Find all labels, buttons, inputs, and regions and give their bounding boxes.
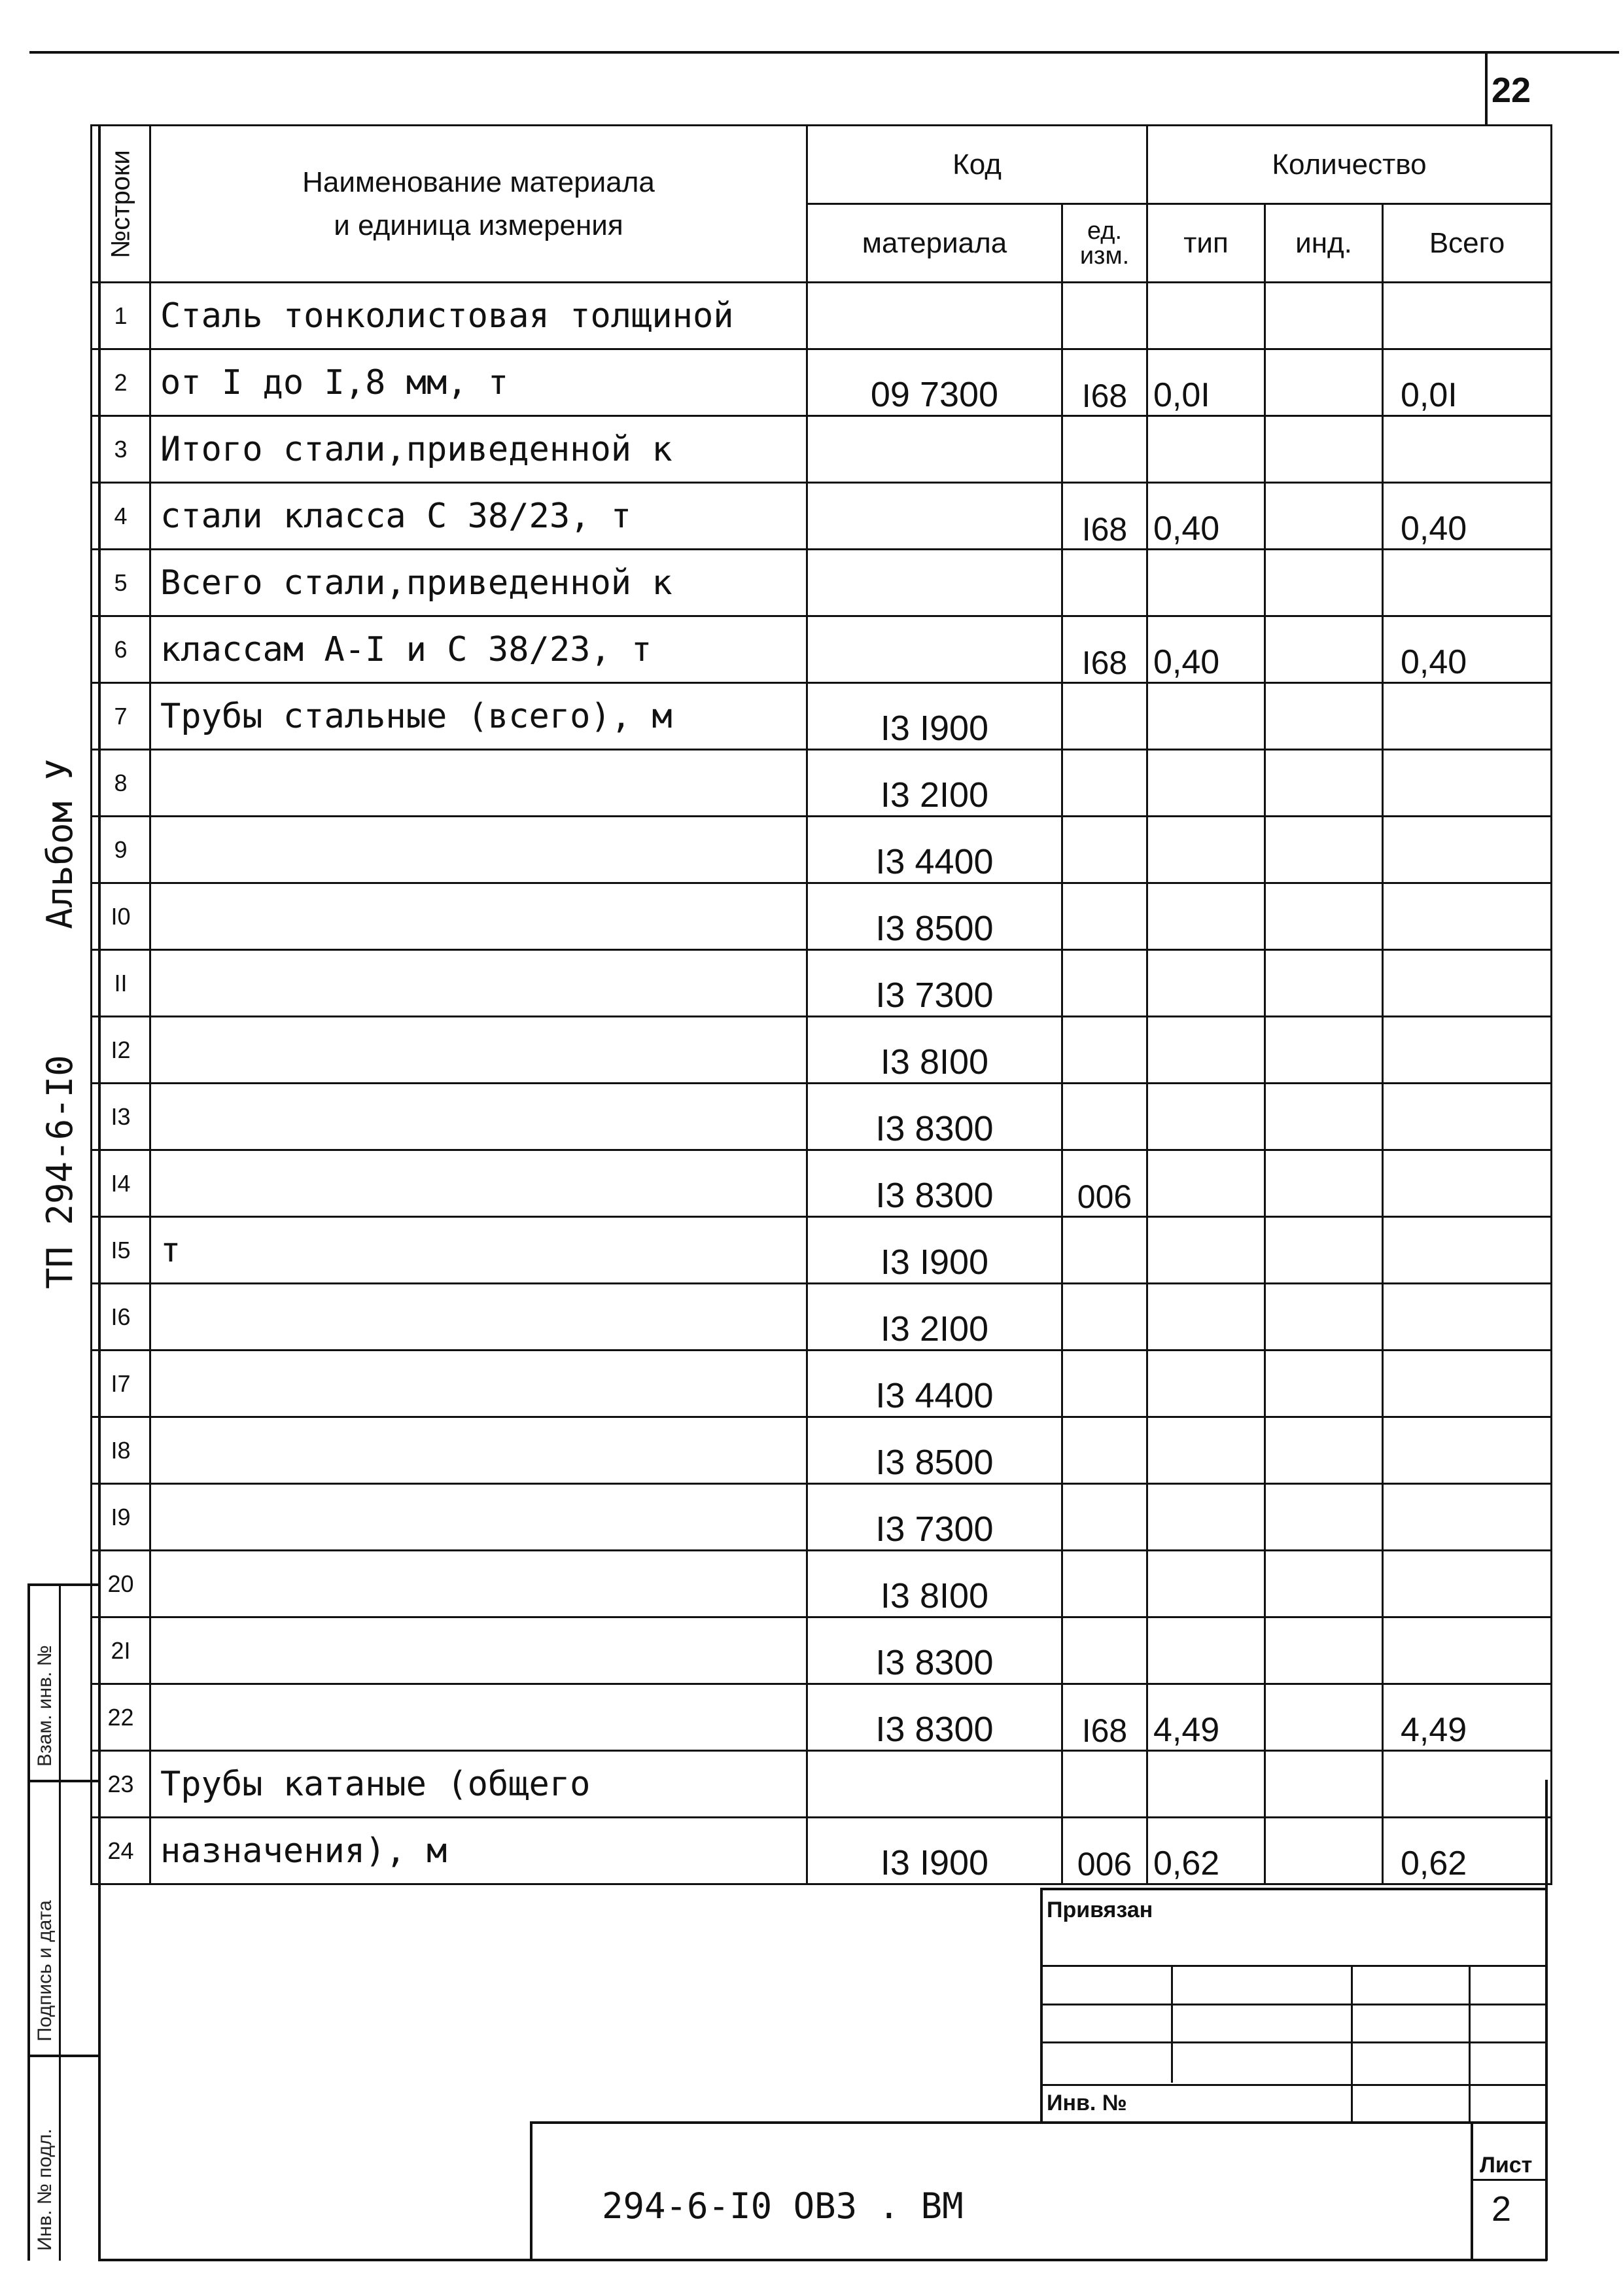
row-number-cell: I8 bbox=[92, 1417, 150, 1484]
table-row bbox=[92, 750, 1552, 817]
qty-type-cell bbox=[1147, 1150, 1265, 1217]
table-row bbox=[92, 349, 1552, 416]
qty-ind-cell bbox=[1265, 283, 1383, 349]
table-row bbox=[92, 1684, 1552, 1751]
material-code-cell bbox=[807, 550, 1062, 616]
qty-type-cell bbox=[1147, 817, 1265, 883]
unit-code-cell bbox=[1062, 1417, 1147, 1484]
material-code-cell: I3 I900 bbox=[807, 1217, 1062, 1284]
table-body bbox=[92, 283, 1552, 1884]
qty-total-cell bbox=[1383, 1417, 1552, 1484]
row-number-cell: 20 bbox=[92, 1551, 150, 1617]
qty-total-cell bbox=[1383, 1751, 1552, 1818]
table-row bbox=[92, 1084, 1552, 1150]
material-name-cell bbox=[150, 1284, 807, 1351]
qty-ind-cell bbox=[1265, 817, 1383, 883]
qty-total-cell bbox=[1383, 1284, 1552, 1351]
qty-ind-cell bbox=[1265, 1617, 1383, 1684]
unit-code-cell bbox=[1062, 283, 1147, 349]
qty-ind-cell bbox=[1265, 1751, 1383, 1818]
material-code-cell: I3 2I00 bbox=[807, 1284, 1062, 1351]
material-code-cell bbox=[807, 416, 1062, 483]
table-row bbox=[92, 1017, 1552, 1084]
qty-ind-cell bbox=[1265, 1551, 1383, 1617]
table-row bbox=[92, 883, 1552, 950]
unit-code-cell: 006 bbox=[1062, 1818, 1147, 1884]
qty-ind-cell bbox=[1265, 1150, 1383, 1217]
qty-ind-cell bbox=[1265, 683, 1383, 750]
row-number-cell: I9 bbox=[92, 1484, 150, 1551]
row-number-cell: I3 bbox=[92, 1084, 150, 1150]
qty-total-cell bbox=[1383, 1351, 1552, 1417]
title-block-line bbox=[530, 2121, 1547, 2124]
qty-type-cell bbox=[1147, 883, 1265, 950]
unit-code-cell: I68 bbox=[1062, 483, 1147, 550]
title-block-line bbox=[530, 2121, 532, 2260]
qty-total-cell: 0,40 bbox=[1383, 616, 1552, 683]
row-number-cell: 7 bbox=[92, 683, 150, 750]
qty-type-cell: 0,62 bbox=[1147, 1818, 1265, 1884]
margin-stamp-frame bbox=[59, 1583, 61, 2261]
page-number: 22 bbox=[1491, 70, 1531, 110]
qty-total-cell: 0,40 bbox=[1383, 483, 1552, 550]
material-name-cell: Итого стали,приведенной к bbox=[150, 416, 807, 483]
material-name-cell bbox=[150, 1150, 807, 1217]
qty-total-cell bbox=[1383, 1617, 1552, 1684]
qty-type-cell bbox=[1147, 1484, 1265, 1551]
title-block-line bbox=[1040, 1888, 1547, 1890]
table-row bbox=[92, 1284, 1552, 1351]
material-name-cell: Всего стали,приведенной к bbox=[150, 550, 807, 616]
title-block-line bbox=[1171, 1965, 1173, 2083]
material-name-cell bbox=[150, 1351, 807, 1417]
material-name-cell: от I до I,8 мм, т bbox=[150, 349, 807, 416]
table-row bbox=[92, 1751, 1552, 1818]
qty-type-cell bbox=[1147, 1617, 1265, 1684]
album-label: Альбом У bbox=[39, 758, 80, 929]
material-name-cell: классам А-I и С 38/23, т bbox=[150, 616, 807, 683]
qty-total-cell bbox=[1383, 883, 1552, 950]
unit-code-cell bbox=[1062, 550, 1147, 616]
material-code-cell: I3 7300 bbox=[807, 950, 1062, 1017]
qty-type-cell bbox=[1147, 416, 1265, 483]
row-number-cell: 5 bbox=[92, 550, 150, 616]
qty-ind-cell bbox=[1265, 1217, 1383, 1284]
qty-type-cell: 0,40 bbox=[1147, 616, 1265, 683]
header-row-number: №строки bbox=[92, 126, 150, 283]
table-row bbox=[92, 550, 1552, 616]
qty-type-cell bbox=[1147, 1351, 1265, 1417]
material-name-cell bbox=[150, 1017, 807, 1084]
table-row bbox=[92, 1617, 1552, 1684]
inventory-label: Инв. № bbox=[1047, 2091, 1127, 2115]
material-code-cell: I3 8500 bbox=[807, 1417, 1062, 1484]
table-row bbox=[92, 416, 1552, 483]
title-block-line bbox=[1040, 1965, 1547, 1967]
margin-stamp-frame bbox=[27, 2055, 99, 2057]
row-number-cell: I6 bbox=[92, 1284, 150, 1351]
qty-type-cell bbox=[1147, 1284, 1265, 1351]
qty-ind-cell bbox=[1265, 1351, 1383, 1417]
header-material-code: материала bbox=[807, 204, 1062, 283]
qty-ind-cell bbox=[1265, 1417, 1383, 1484]
qty-type-cell bbox=[1147, 283, 1265, 349]
qty-total-cell: 0,62 bbox=[1383, 1818, 1552, 1884]
header-name: Наименование материала и единица измерения bbox=[150, 126, 807, 283]
row-number-cell: 23 bbox=[92, 1751, 150, 1818]
material-name-cell bbox=[150, 817, 807, 883]
row-number-cell: 9 bbox=[92, 817, 150, 883]
linked-label: Привязан bbox=[1047, 1898, 1153, 1922]
material-name-cell bbox=[150, 1084, 807, 1150]
unit-code-cell bbox=[1062, 750, 1147, 817]
frame-bottom bbox=[98, 2259, 1547, 2261]
qty-total-cell: 0,0I bbox=[1383, 349, 1552, 416]
material-name-cell bbox=[150, 883, 807, 950]
stamp-signature-date: Подпись и дата bbox=[34, 1900, 56, 2041]
unit-code-cell: I68 bbox=[1062, 1684, 1147, 1751]
qty-total-cell bbox=[1383, 950, 1552, 1017]
table-row bbox=[92, 1351, 1552, 1417]
qty-total-cell bbox=[1383, 1150, 1552, 1217]
qty-ind-cell bbox=[1265, 349, 1383, 416]
document-code: 294-6-I0 ОВ3 . ВМ bbox=[602, 2185, 964, 2227]
top-rule bbox=[29, 51, 1619, 54]
unit-code-cell bbox=[1062, 1751, 1147, 1818]
frame-left bbox=[98, 124, 101, 2261]
qty-total-cell bbox=[1383, 1484, 1552, 1551]
qty-type-cell bbox=[1147, 750, 1265, 817]
title-block-line bbox=[1040, 2004, 1547, 2005]
material-code-cell: I3 I900 bbox=[807, 683, 1062, 750]
qty-ind-cell bbox=[1265, 1084, 1383, 1150]
header-quantity-group: Количество bbox=[1147, 126, 1552, 204]
qty-total-cell bbox=[1383, 416, 1552, 483]
material-name-cell: Сталь тонколистовая толщиной bbox=[150, 283, 807, 349]
stamp-replace-inv: Взам. инв. № bbox=[34, 1645, 56, 1767]
frame-right bbox=[1545, 1780, 1548, 2261]
title-block-line bbox=[1040, 2084, 1547, 2086]
header-code-group: Код bbox=[807, 126, 1147, 204]
table-row bbox=[92, 683, 1552, 750]
qty-ind-cell bbox=[1265, 550, 1383, 616]
qty-total-cell bbox=[1383, 750, 1552, 817]
table-row bbox=[92, 1150, 1552, 1217]
qty-total-cell bbox=[1383, 1084, 1552, 1150]
material-code-cell: I3 8I00 bbox=[807, 1017, 1062, 1084]
qty-type-cell: 0,0I bbox=[1147, 349, 1265, 416]
title-block-line bbox=[1471, 2179, 1547, 2181]
material-code-cell: I3 8500 bbox=[807, 883, 1062, 950]
material-code-cell: I3 4400 bbox=[807, 817, 1062, 883]
qty-type-cell: 4,49 bbox=[1147, 1684, 1265, 1751]
qty-ind-cell bbox=[1265, 483, 1383, 550]
unit-code-cell: I68 bbox=[1062, 349, 1147, 416]
qty-type-cell bbox=[1147, 1017, 1265, 1084]
table-row bbox=[92, 483, 1552, 550]
qty-ind-cell bbox=[1265, 1017, 1383, 1084]
unit-code-cell bbox=[1062, 416, 1147, 483]
qty-ind-cell bbox=[1265, 416, 1383, 483]
qty-total-cell bbox=[1383, 817, 1552, 883]
row-number-cell: I4 bbox=[92, 1150, 150, 1217]
row-number-cell: I0 bbox=[92, 883, 150, 950]
unit-code-cell bbox=[1062, 1617, 1147, 1684]
row-number-cell: 6 bbox=[92, 616, 150, 683]
unit-code-cell bbox=[1062, 1484, 1147, 1551]
qty-total-cell bbox=[1383, 1217, 1552, 1284]
qty-total-cell bbox=[1383, 550, 1552, 616]
qty-ind-cell bbox=[1265, 950, 1383, 1017]
table-row bbox=[92, 1484, 1552, 1551]
unit-code-cell: 006 bbox=[1062, 1150, 1147, 1217]
material-name-cell: Трубы стальные (всего), м bbox=[150, 683, 807, 750]
material-name-cell bbox=[150, 1684, 807, 1751]
material-code-cell: I3 I900 bbox=[807, 1818, 1062, 1884]
table-row bbox=[92, 1417, 1552, 1484]
material-code-cell: 09 7300 bbox=[807, 349, 1062, 416]
row-number-cell: 24 bbox=[92, 1818, 150, 1884]
unit-code-cell bbox=[1062, 1284, 1147, 1351]
materials-table bbox=[90, 124, 1552, 1885]
qty-total-cell bbox=[1383, 1551, 1552, 1617]
qty-ind-cell bbox=[1265, 750, 1383, 817]
material-name-cell bbox=[150, 1417, 807, 1484]
material-code-cell: I3 8I00 bbox=[807, 1551, 1062, 1617]
material-code-cell: I3 2I00 bbox=[807, 750, 1062, 817]
material-name-cell: стали класса С 38/23, т bbox=[150, 483, 807, 550]
row-number-cell: 2I bbox=[92, 1617, 150, 1684]
unit-code-cell bbox=[1062, 950, 1147, 1017]
margin-stamp-frame bbox=[27, 1583, 30, 2261]
material-code-cell bbox=[807, 283, 1062, 349]
unit-code-cell bbox=[1062, 1217, 1147, 1284]
qty-type-cell: 0,40 bbox=[1147, 483, 1265, 550]
material-code-cell: I3 7300 bbox=[807, 1484, 1062, 1551]
margin-stamp-frame bbox=[27, 1583, 99, 1586]
unit-code-cell: I68 bbox=[1062, 616, 1147, 683]
qty-total-cell bbox=[1383, 1017, 1552, 1084]
table-row bbox=[92, 950, 1552, 1017]
row-number-cell: I5 bbox=[92, 1217, 150, 1284]
title-block-line bbox=[1040, 1888, 1043, 2123]
margin-stamp-frame bbox=[27, 1780, 99, 1782]
row-number-cell: II bbox=[92, 950, 150, 1017]
table-row bbox=[92, 283, 1552, 349]
title-block-line bbox=[1351, 1965, 1353, 2122]
unit-code-cell bbox=[1062, 1017, 1147, 1084]
qty-ind-cell bbox=[1265, 1484, 1383, 1551]
material-name-cell bbox=[150, 950, 807, 1017]
material-name-cell bbox=[150, 1551, 807, 1617]
row-number-cell: 8 bbox=[92, 750, 150, 817]
unit-code-cell bbox=[1062, 683, 1147, 750]
material-code-cell: I3 8300 bbox=[807, 1684, 1062, 1751]
qty-total-cell bbox=[1383, 283, 1552, 349]
sheet-label: Лист bbox=[1480, 2153, 1533, 2178]
table-row bbox=[92, 616, 1552, 683]
row-number-cell: 1 bbox=[92, 283, 150, 349]
material-name-cell bbox=[150, 750, 807, 817]
row-number-cell: I2 bbox=[92, 1017, 150, 1084]
row-number-cell: 22 bbox=[92, 1684, 150, 1751]
title-block-line bbox=[1471, 2121, 1473, 2260]
unit-code-cell bbox=[1062, 1351, 1147, 1417]
qty-type-cell bbox=[1147, 1217, 1265, 1284]
header-unit-code: ед. изм. bbox=[1062, 204, 1147, 283]
qty-ind-cell bbox=[1265, 1284, 1383, 1351]
material-code-cell bbox=[807, 1751, 1062, 1818]
material-code-cell: I3 8300 bbox=[807, 1617, 1062, 1684]
qty-type-cell bbox=[1147, 950, 1265, 1017]
unit-code-cell bbox=[1062, 1551, 1147, 1617]
material-name-cell bbox=[150, 1617, 807, 1684]
stamp-original-inv: Инв. № подл. bbox=[34, 2128, 56, 2251]
row-number-cell: 4 bbox=[92, 483, 150, 550]
row-number-cell: 3 bbox=[92, 416, 150, 483]
qty-type-cell bbox=[1147, 1551, 1265, 1617]
qty-ind-cell bbox=[1265, 1684, 1383, 1751]
material-name-cell: назначения), м bbox=[150, 1818, 807, 1884]
row-number-cell: 2 bbox=[92, 349, 150, 416]
table-row bbox=[92, 1818, 1552, 1884]
project-label: ТП 294-6-I0 bbox=[39, 1055, 80, 1289]
material-code-cell: I3 8300 bbox=[807, 1150, 1062, 1217]
header-qty-type: тип bbox=[1147, 204, 1265, 283]
material-code-cell bbox=[807, 483, 1062, 550]
unit-code-cell bbox=[1062, 883, 1147, 950]
qty-ind-cell bbox=[1265, 616, 1383, 683]
sheet-number: 2 bbox=[1492, 2189, 1512, 2229]
header-qty-ind: инд. bbox=[1265, 204, 1383, 283]
qty-ind-cell bbox=[1265, 883, 1383, 950]
material-code-cell: I3 4400 bbox=[807, 1351, 1062, 1417]
qty-type-cell bbox=[1147, 550, 1265, 616]
qty-type-cell bbox=[1147, 1084, 1265, 1150]
table-row bbox=[92, 1551, 1552, 1617]
material-name-cell: Трубы катаные (общего bbox=[150, 1751, 807, 1818]
material-name-cell bbox=[150, 1484, 807, 1551]
table-row bbox=[92, 1217, 1552, 1284]
qty-total-cell bbox=[1383, 683, 1552, 750]
unit-code-cell bbox=[1062, 1084, 1147, 1150]
qty-type-cell bbox=[1147, 683, 1265, 750]
header-qty-total: Всего bbox=[1383, 204, 1552, 283]
material-code-cell bbox=[807, 616, 1062, 683]
table-row bbox=[92, 817, 1552, 883]
qty-type-cell bbox=[1147, 1751, 1265, 1818]
qty-ind-cell bbox=[1265, 1818, 1383, 1884]
title-block-line bbox=[1040, 2041, 1547, 2043]
material-code-cell: I3 8300 bbox=[807, 1084, 1062, 1150]
material-name-cell: т bbox=[150, 1217, 807, 1284]
qty-type-cell bbox=[1147, 1417, 1265, 1484]
qty-total-cell: 4,49 bbox=[1383, 1684, 1552, 1751]
unit-code-cell bbox=[1062, 817, 1147, 883]
title-block-line bbox=[1469, 1965, 1471, 2122]
row-number-cell: I7 bbox=[92, 1351, 150, 1417]
